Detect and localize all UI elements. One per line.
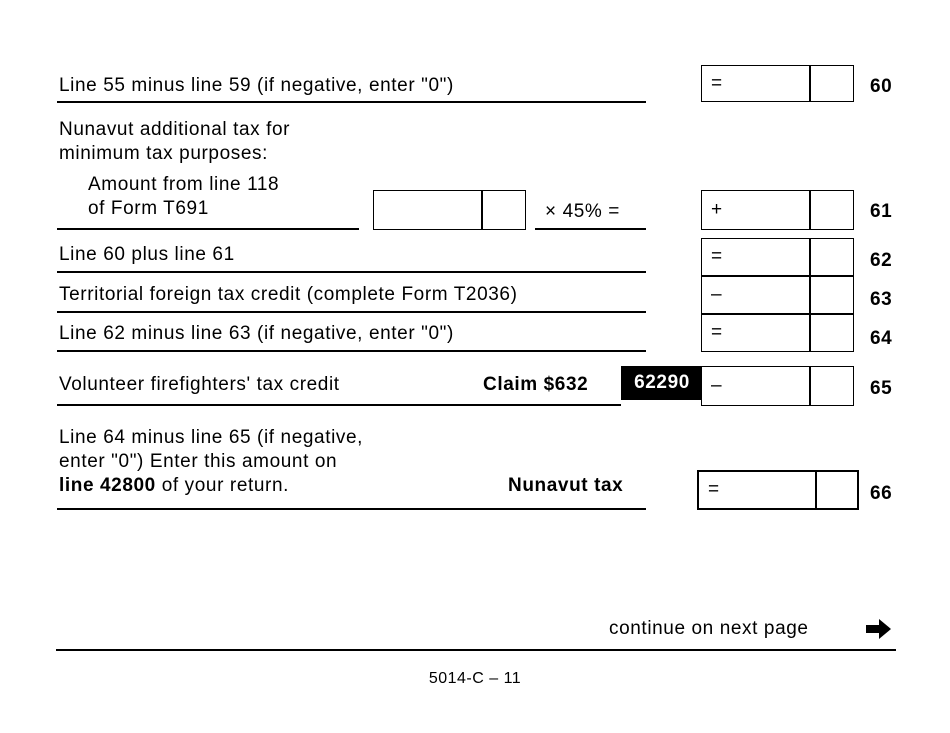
line-61-rate-rule xyxy=(535,228,646,230)
line-63-label: Territorial foreign tax credit (complete Form T2036) xyxy=(59,284,518,305)
continue-text: continue on next page xyxy=(609,618,809,639)
line-64-operator: = xyxy=(711,322,723,343)
line-66-amount-field[interactable] xyxy=(697,470,859,510)
form-t691-amount-field[interactable] xyxy=(373,190,526,230)
line-65-code-box: 62290 xyxy=(621,366,703,400)
line-61-sub-label-1: Amount from line 118 xyxy=(88,174,280,195)
nunavut-tax-label: Nunavut tax xyxy=(508,475,624,496)
arrow-right-icon xyxy=(866,618,892,640)
line-64-label: Line 62 minus line 63 (if negative, enter "0") xyxy=(59,323,454,344)
line-66-operator: = xyxy=(708,479,720,500)
line-60-number: 60 xyxy=(870,76,893,97)
line-62-amount-field[interactable] xyxy=(701,238,854,276)
cents-divider xyxy=(815,472,817,508)
line-65-number: 65 xyxy=(870,378,893,399)
line-65-claim: Claim $632 xyxy=(483,374,589,395)
line-66-rule xyxy=(57,508,646,510)
line-61-number: 61 xyxy=(870,201,893,222)
cents-divider xyxy=(809,367,811,405)
line-62-label: Line 60 plus line 61 xyxy=(59,244,235,265)
line-61-amount-field[interactable] xyxy=(701,190,854,230)
footer-rule xyxy=(56,649,896,651)
line-64-rule xyxy=(57,350,646,352)
cents-divider xyxy=(809,277,811,313)
line-61-sub-label-2: of Form T691 xyxy=(88,198,209,219)
line-65-rule xyxy=(57,404,621,406)
line-60-operator: = xyxy=(711,72,723,94)
line-65-label: Volunteer firefighters' tax credit xyxy=(59,374,340,395)
line-61-label-2: minimum tax purposes: xyxy=(59,143,269,164)
cents-divider xyxy=(809,315,811,351)
cents-divider xyxy=(481,191,483,229)
line-61-sub-rule xyxy=(57,228,359,230)
line-62-operator: = xyxy=(711,246,723,267)
line-63-rule xyxy=(57,311,646,313)
line-66-label-2: enter "0") Enter this amount on xyxy=(59,451,338,472)
line-64-amount-field[interactable] xyxy=(701,314,854,352)
cents-divider xyxy=(809,239,811,275)
line-61-label-1: Nunavut additional tax for xyxy=(59,119,291,140)
line-63-number: 63 xyxy=(870,289,893,310)
line-64-number: 64 xyxy=(870,328,893,349)
page-number: 5014-C – 11 xyxy=(428,670,522,687)
line-60-amount-field[interactable] xyxy=(701,65,854,102)
line-65-operator: – xyxy=(711,375,723,396)
line-66-label-1: Line 64 minus line 65 (if negative, xyxy=(59,427,364,448)
line-65-amount-field[interactable] xyxy=(701,366,854,406)
line-60-label: Line 55 minus line 59 (if negative, enter "0") xyxy=(59,75,454,96)
line-63-operator: – xyxy=(711,284,723,305)
line-62-rule xyxy=(57,271,646,273)
line-62-number: 62 xyxy=(870,250,893,271)
line-61-rate: × 45% = xyxy=(545,201,620,222)
cents-divider xyxy=(809,191,811,229)
line-66-label-3: line 42800 of your return. xyxy=(59,475,289,496)
line-66-number: 66 xyxy=(870,483,893,504)
cents-divider xyxy=(809,66,811,101)
line-61-operator: + xyxy=(711,199,723,220)
line-60-rule xyxy=(57,101,646,103)
line-63-amount-field[interactable] xyxy=(701,276,854,314)
